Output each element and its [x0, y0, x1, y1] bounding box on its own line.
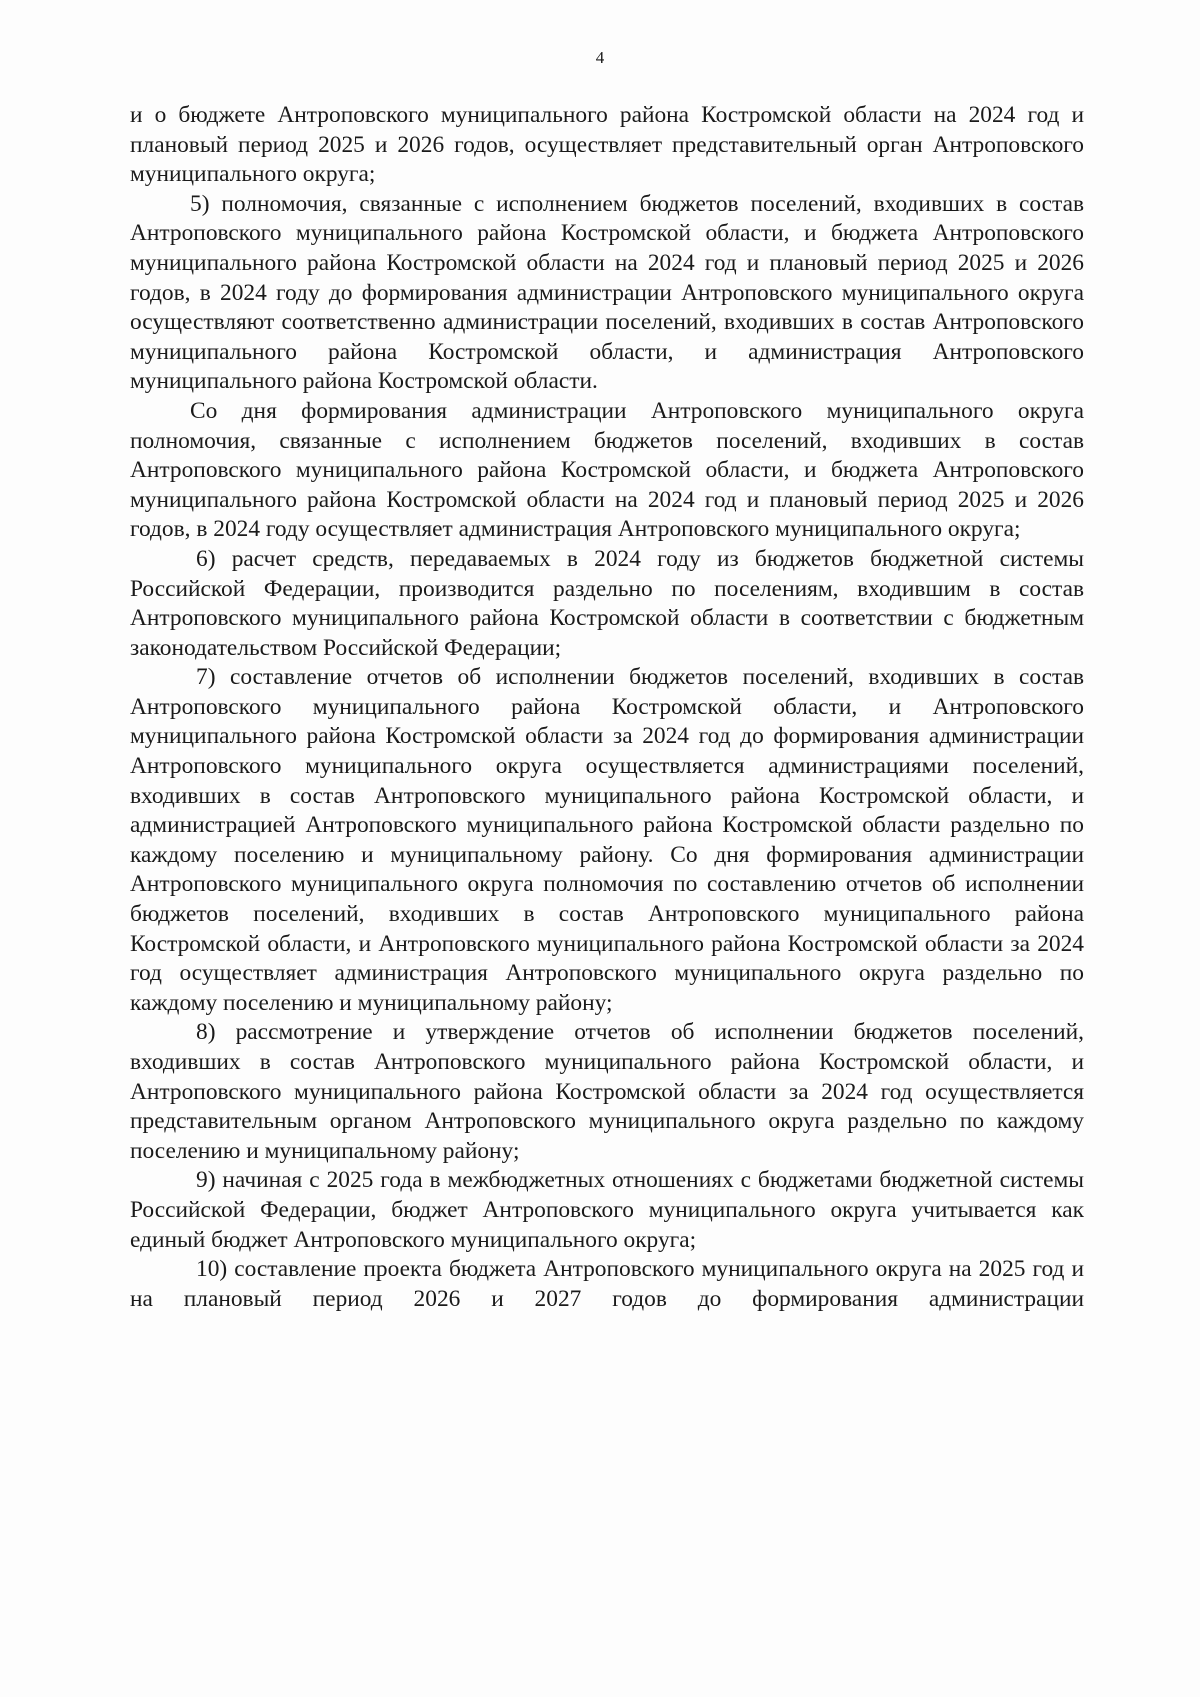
document-body	[130, 101, 1084, 1314]
paragraph-item-5-continued: Со дня формирования администрации Антроповского муниципального округа полномочия, связанные с исполнением бюджетов поселений, входивших в состав Антроповского муниципального района Костромской области, и бюджета Антроповского муниципального района Костромской области на 2024 год и плановый период 2025 и 2026 годов, в 2024 году осуществляет администрация Антроповского муниципального округа;	[130, 397, 1084, 543]
page-number: 4	[595, 48, 605, 67]
paragraph-item-6: 6) расчет средств, передаваемых в 2024 году из бюджетов бюджетной системы Российской Федерации, производится раздельно по поселениям, входившим в состав Антроповского муниципального района Костромской области в соответствии с бюджетным законодательством Российской Федерации;	[130, 545, 1084, 661]
paragraph-item-10: 10) составление проекта бюджета Антроповского муниципального округа на 2025 год и на плановый период 2026 и 2027 годов до формирования администрации	[130, 1256, 1084, 1312]
paragraph-item-8: 8) рассмотрение и утверждение отчетов об исполнении бюджетов поселений, входивших в состав Антроповского муниципального района Костромской области, и Антроповского муниципального района Костромской области за 2024 год осуществляется представительным органом Антроповского муниципального округа раздельно по каждому поселению и муниципальному району;	[130, 1019, 1084, 1164]
paragraph-continuation: и о бюджете Антроповского муниципального района Костромской области на 2024 год и плановый период 2025 и 2026 годов, осуществляет представительный орган Антроповского муниципального округа;	[130, 102, 1084, 188]
paragraph-item-5: 5) полномочия, связанные с исполнением бюджетов поселений, входивших в состав Антроповского муниципального района Костромской области, и бюджета Антроповского муниципального района Костромской области на 2024 год и плановый период 2025 и 2026 годов, в 2024 году до формирования администрации Антроповского муниципального округа осуществляют соответственно администрации поселений, входивших в состав Антроповского муниципального района Костромской области, и администрация Антроповского муниципального района Костромской области.	[130, 190, 1084, 395]
paragraph-item-9: 9) начиная с 2025 года в межбюджетных отношениях с бюджетами бюджетной системы Российской Федерации, бюджет Антроповского муниципального округа учитывается как единый бюджет Антроповского муниципального округа;	[130, 1167, 1084, 1253]
paragraph-item-7: 7) составление отчетов об исполнении бюджетов поселений, входивших в состав Антроповского муниципального района Костромской области, и Антроповского муниципального района Костромской области за 2024 год до формирования администрации Антроповского муниципального округа осуществляется администрациями поселений, входивших в состав Антроповского муниципального района Костромской области, и администрацией Антроповского муниципального района Костромской области раздельно по каждому поселению и муниципальному району. Со дня формирования администрации Антроповского муниципального округа полномочия по составлению отчетов об исполнении бюджетов поселений, входивших в состав Антроповского муниципального района Костромской области, и Антроповского муниципального района Костромской области за 2024 год осуществляет администрация Антроповского муниципального округа раздельно по каждому поселению и муниципальному району;	[130, 664, 1084, 1016]
